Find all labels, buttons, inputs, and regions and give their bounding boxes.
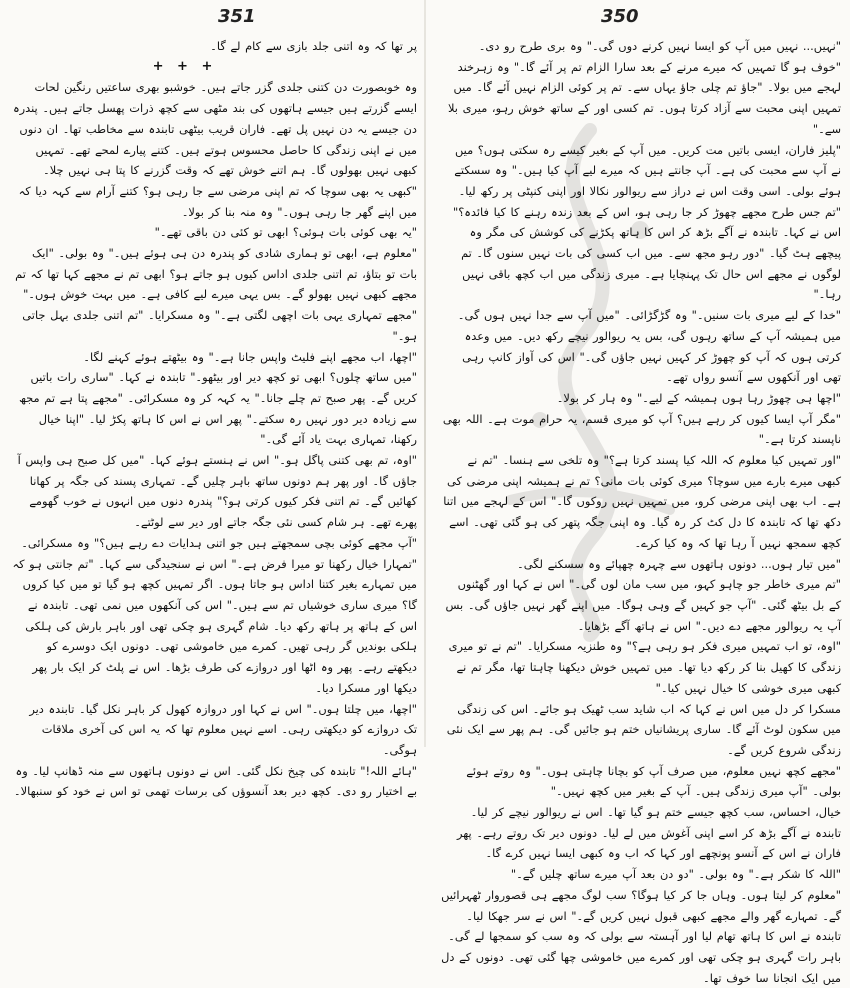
paragraph: "مگر آپ ایسا کیوں کر رہے ہیں؟ آپ کو میری قسم، یہ حرام موت ہے۔ اللہ بھی ناپسند کرتا ہے۔" — [442, 411, 841, 447]
paragraph: "کبھی یہ بھی سوچا کہ تم اپنی مرضی سے جا رہی ہو؟ کتنے آرام سے کہہ دیا کہ میں اپنے گھر جا رہی ہوں۔" وہ منہ بنا کر بولا۔ — [18, 183, 417, 219]
paragraph: "اوہ، تم بھی کتنی پاگل ہو۔" اس نے ہنستے ہوئے کہا۔ "میں کل صبح ہی واپس آ جاؤں گا۔ اور پھر ہم دونوں ساتھ باہر چلیں گے۔ تمہاری پسند کی جگہ پر کھانا کھائیں گے۔ تم اتنی فکر کیوں کرتی ہو؟" پندرہ دنوں میں انہوں نے خوب گھومے پھرے تھے۔ ہر شام کسی نئی جگہ جاتے اور دیر سے لوٹتے۔ — [17, 453, 417, 530]
paragraph: "اوہ، تو اب تمہیں میری فکر ہو رہی ہے؟" وہ طنزیہ مسکرایا۔ "تم نے تو میری زندگی کا کھیل بنا کر رکھ دیا تھا۔ میں تمہیں خوش دیکھنا چاہتا تھا، مگر تم نے کبھی میری خوشی کا خیال نہیں کیا۔" — [448, 639, 841, 695]
left-page-number: 351 — [218, 6, 256, 27]
paragraph: پر تھا کہ وہ اتنی جلد بازی سے کام لے گا۔ — [210, 39, 417, 53]
paragraph: وہ خوبصورت دن کتنی جلدی گزر جاتے ہیں۔ خوشبو بھری ساعتیں رنگین لحات ایسے گزرتے ہیں جیسے ہاتھوں کی بند مٹھی سے کچھ ذرات پھسل جاتے ہیں۔ پندرہ دن جیسے یہ دن نہیں پل تھے۔ فاران قریب بیٹھی تابندہ سے مخاطب تھا۔ ان دنوں میں نے اپنی زندگی کا حاصل محسوس ہوتے ہیں۔ کتنے پیارے لمحے تھے۔ تمہیں کبھی نہیں بھولوں گا۔ ہم اتنے خوش تھے کہ وقت گزرنے کا پتا ہی نہیں چلا۔ — [12, 80, 417, 178]
paragraph: "خدا کے لیے میری بات سنیں۔" وہ گڑگڑائی۔ "میں آپ سے جدا نہیں ہوں گی۔ میں ہمیشہ آپ کے ساتھ رہوں گی، بس یہ ریوالور نیچے رکھ دیں۔ میں وعدہ کرتی ہوں کہ آپ کو چھوڑ کر کہیں نہیں جاؤں گی۔" اس کی آواز کانپ رہی تھی اور آنکھوں سے آنسو رواں تھے۔ — [457, 308, 841, 385]
paragraph: "اللہ کا شکر ہے۔" وہ بولی۔ "دو دن بعد آپ میرے ساتھ چلیں گے۔" — [510, 867, 841, 882]
section-divider: + + + — [152, 58, 217, 74]
left-page — [0, 0, 425, 799]
paragraph: "خوف ہو گا تمہیں کہ میرے مرنے کے بعد سارا الزام تم پر آئے گا۔" وہ زہرخند لہجے میں بولا۔ "جاؤ تم چلی جاؤ یہاں سے۔ تم پر کوئی الزام نہیں آئے گا۔ میں تمہیں اپنی محبت سے آزاد کرتا ہوں۔ تم کسی اور کے ساتھ خوش رہو، میری بلا سے۔" — [447, 59, 841, 136]
paragraph: "مجھے کچھ نہیں معلوم، میں صرف آپ کو بچانا چاہتی ہوں۔" وہ روتے ہوئے بولی۔ "آپ میری زندگی ہیں۔ آپ کے بغیر میں کچھ نہیں۔" — [466, 763, 841, 799]
paragraph: "میں تیار ہوں... دونوں ہاتھوں سے چہرہ چھپائے وہ سسکنے لگی۔ — [517, 556, 841, 571]
paragraph: "نہیں... نہیں میں آپ کو ایسا نہیں کرنے دوں گی۔" وہ بری طرح رو دی۔ — [478, 39, 841, 53]
paragraph: "مجھے تمہاری یہی بات اچھی لگتی ہے۔" وہ مسکرایا۔ "تم اتنی جلدی بہل جاتی ہو۔" — [22, 308, 417, 343]
paragraph: خیال، احساس، سب کچھ جیسے ختم ہو گیا تھا۔ اس نے ریوالور نیچے کر لیا۔ تابندہ نے آگے بڑھ کر اسے اپنی آغوش میں لے لیا۔ دونوں دیر تک روتے رہے۔ پھر فاران نے اس کے آنسو پونچھے اور کہا کہ اب وہ کبھی ایسا نہیں کرے گا۔ — [457, 805, 841, 861]
paragraph: "تمہارا خیال رکھنا تو میرا فرض ہے۔" اس نے سنجیدگی سے کہا۔ "تم جانتی ہو کہ میں تمہارے بغیر کتنا اداس ہو جاتا ہوں۔ اگر تمہیں کچھ ہو گیا تو میں کیا کروں گا؟ میری ساری خوشیاں تم سے ہیں۔" اس کی آنکھوں میں نمی تھی۔ تابندہ نے اس کے ہاتھ پر ہاتھ رکھ دیا۔ شام گہری ہو چکی تھی اور باہر بارش کی ہلکی ہلکی بوندیں گر رہی تھیں۔ کمرے میں خاموشی تھی۔ دونوں ایک دوسرے کو دیکھتے رہے۔ پھر وہ اٹھا اور دروازے کی طرف بڑھا۔ اس نے پلٹ کر ایک بار پھر دیکھا اور مسکرا دیا۔ — [12, 556, 417, 695]
paragraph: "معلوم ہے، ابھی تو ہماری شادی کو پندرہ دن ہی ہوئے ہیں۔" وہ بولی۔ "ایک بات تو بتاؤ، تم اتنی جلدی اداس کیوں ہو جاتے ہو؟ ابھی تم نے مجھے کہا تھا کہ تم مجھے کبھی نہیں بھولو گے۔ بس یہی میرے لیے کافی ہے۔ میں بہت خوش ہوں۔" — [15, 246, 417, 302]
paragraph: "یہ بھی کوئی بات ہوئی؟ ابھی تو کئی دن باقی تھے۔" — [154, 225, 417, 240]
paragraph: "معلوم کر لیتا ہوں۔ وہاں جا کر کیا ہوگا؟ سب لوگ مجھے ہی قصوروار ٹھہرائیں گے۔ تمہارے گھر والے مجھے کبھی قبول نہیں کریں گے۔" اس نے سر جھکا لیا۔ تابندہ نے اس کا ہاتھ تھام لیا اور آہستہ سے بولی کہ وہ سب کو سمجھا لے گی۔ باہر رات گہری ہو چکی تھی اور کمرے میں خاموشی چھا گئی تھی۔ دونوں کے دل میں ایک انجانا سا خوف تھا۔ — [441, 887, 841, 985]
paragraph: "آپ مجھے کوئی بچی سمجھتے ہیں جو اتنی ہدایات دے رہے ہیں؟" وہ مسکرائی۔ — [21, 535, 417, 550]
paragraph: "ہائے اللہ!" تابندہ کی چیخ نکل گئی۔ اس نے دونوں ہاتھوں سے منہ ڈھانپ لیا۔ وہ بے اختیار رو دی۔ کچھ دیر بعد آنسوؤں کی برسات تھمی تو اس نے خود کو سنبھالا۔ — [13, 763, 417, 799]
paragraph: مسکرا کر دل میں اس نے کہا کہ اب شاید سب ٹھیک ہو جائے۔ اس کی زندگی میں سکون لوٹ آئے گا۔ ساری پریشانیاں ختم ہو جائیں گی۔ ہم پھر سے ایک نئی زندگی شروع کریں گے۔ — [446, 701, 841, 757]
right-page — [425, 0, 850, 985]
paragraph: "پلیز فاران، ایسی باتیں مت کریں۔ میں آپ کے بغیر کیسے رہ سکتی ہوں؟ میں نے آپ سے محبت کی ہے۔ آپ جانتے ہیں کہ میرے لیے آپ کیا ہیں۔" وہ سسکتے ہوئے بولی۔ اسی وقت اس نے دراز سے ریوالور نکالا اور اپنی کنپٹی پر رکھ لیا۔ — [454, 142, 841, 198]
left-page-text — [12, 36, 417, 802]
paragraph: "اچھا ہی چھوڑ رہا ہوں ہمیشہ کے لیے۔" وہ ہار کر بولا۔ — [556, 390, 841, 405]
paragraph: "اور تمہیں کیا معلوم کہ اللہ کیا پسند کرتا ہے؟" وہ تلخی سے ہنسا۔ "تم نے کبھی میرے بارے میں سوچا؟ میری کوئی بات مانی؟ تم نے ہمیشہ اپنی مرضی کی ہے۔ اب بھی اپنی مرضی کرو، میں تمہیں نہیں روکوں گا۔" اس کے لہجے میں اتنا دکھ تھا کہ تابندہ کا دل کٹ کر رہ گیا۔ وہ اپنی جگہ پتھر کی ہو گئی تھی۔ اسے کچھ سمجھ نہیں آ رہا تھا کہ وہ کیا کرے۔ — [443, 453, 841, 550]
paragraph: "تم جس طرح مجھے چھوڑ کر جا رہی ہو، اس کے بعد زندہ رہنے کا کیا فائدہ؟" اس نے کہا۔ تابندہ نے آگے بڑھ کر اس کا ہاتھ پکڑنے کی کوشش کی مگر وہ پیچھے ہٹ گیا۔ "دور رہو مجھ سے۔ میں اب کسی کی بات نہیں سنوں گا۔ تم لوگوں نے مجھے اس حال تک پہنچایا ہے۔ میری زندگی میں اب کچھ باقی نہیں رہا۔" — [452, 204, 841, 302]
paragraph: "میں ساتھ چلوں؟ ابھی تو کچھ دیر اور بیٹھو۔" تابندہ نے کہا۔ "ساری رات باتیں کریں گے۔ پھر صبح تم چلے جانا۔" یہ کہہ کر وہ مسکرائی۔ "مجھے پتا ہے تم مجھ سے زیادہ دیر دور نہیں رہ سکتے۔" پھر اس نے اس کا ہاتھ پکڑ لیا۔ "اپنا خیال رکھنا، تمہاری بہت یاد آئے گی۔" — [18, 370, 417, 447]
right-page-number: 350 — [601, 6, 639, 27]
right-page-text — [441, 36, 841, 988]
paragraph: "اچھا، میں چلتا ہوں۔" اس نے کہا اور دروازہ کھول کر باہر نکل گیا۔ تابندہ دیر تک دروازے کو دیکھتی رہی۔ اسے نہیں معلوم تھا کہ یہ اس کی آخری ملاقات ہوگی۔ — [29, 701, 417, 757]
paragraph: "تم میری خاطر جو چاہو کہو، میں سب مان لوں گی۔" اس نے کہا اور گھٹنوں کے بل بیٹھ گئی۔ "آپ جو کہیں گے وہی ہوگا۔ میں اپنے گھر نہیں جاؤں گی۔ بس آپ یہ ریوالور مجھے دے دیں۔" اس نے ہاتھ آگے بڑھایا۔ — [445, 577, 841, 633]
paragraph: "اچھا، اب مجھے اپنے فلیٹ واپس جانا ہے۔" وہ بیٹھتے ہوئے کہنے لگا۔ — [83, 349, 417, 364]
